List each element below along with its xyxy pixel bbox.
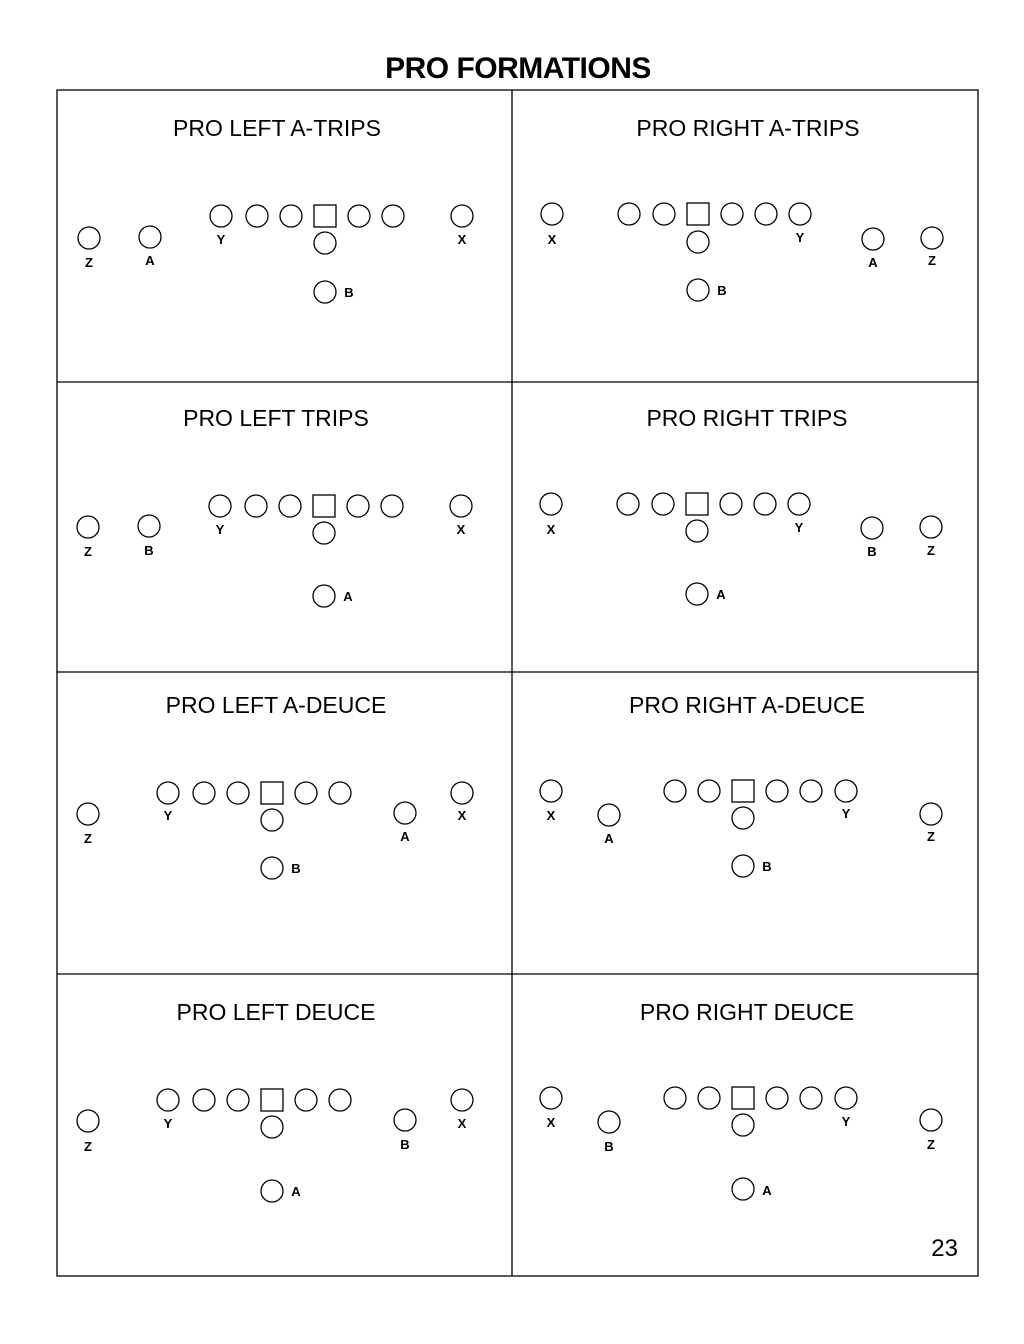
player-label-x: X (546, 522, 556, 537)
formation-panel (78, 115, 473, 303)
player-label-a: A (762, 1183, 772, 1198)
lineman-circle (193, 782, 215, 804)
formation-panel (540, 405, 942, 605)
player-label-x: X (547, 232, 557, 247)
player-label-a: A (291, 1184, 301, 1199)
player-label-z: Z (84, 1139, 92, 1154)
player-label-y: Y (795, 230, 805, 245)
player-x-circle (451, 782, 473, 804)
player-y-circle (788, 493, 810, 515)
player-x-circle (451, 1089, 473, 1111)
lineman-circle (329, 782, 351, 804)
lineman-circle (800, 780, 822, 802)
player-label-b: B (604, 1139, 614, 1154)
player-label-y: Y (163, 1116, 173, 1131)
player-label-b: B (867, 544, 877, 559)
lineman-circle (720, 493, 742, 515)
formation-panel (541, 115, 943, 301)
formation-panel (77, 692, 473, 879)
lineman-circle (382, 205, 404, 227)
center-square (732, 1087, 754, 1109)
player-b-circle (687, 279, 709, 301)
center-square (687, 203, 709, 225)
player-label-y: Y (216, 232, 226, 247)
player-label-b: B (762, 859, 772, 874)
panel-title: PRO LEFT A-TRIPS (173, 115, 381, 141)
player-label-a: A (868, 255, 878, 270)
panel-title: PRO RIGHT DEUCE (639, 999, 855, 1025)
center-square (261, 1089, 283, 1111)
player-x-circle (451, 205, 473, 227)
center-square (261, 782, 283, 804)
player-label-z: Z (927, 829, 935, 844)
player-label-x: X (546, 1115, 556, 1130)
player-label-y: Y (841, 806, 851, 821)
player-label-a: A (716, 587, 726, 602)
player-label-a: A (604, 831, 614, 846)
panel-title: PRO LEFT A-DEUCE (165, 692, 387, 718)
lineman-circle (227, 782, 249, 804)
lineman-circle (653, 203, 675, 225)
lineman-circle (347, 495, 369, 517)
player-b-circle (394, 1109, 416, 1131)
lineman-circle (348, 205, 370, 227)
player-b-circle (732, 855, 754, 877)
lineman-circle (652, 493, 674, 515)
player-z-circle (920, 803, 942, 825)
player-x-circle (540, 780, 562, 802)
quarterback-circle (686, 520, 708, 542)
player-x-circle (540, 493, 562, 515)
lineman-circle (664, 1087, 686, 1109)
player-a-circle (862, 228, 884, 250)
player-z-circle (77, 803, 99, 825)
player-label-b: B (400, 1137, 410, 1152)
player-y-circle (835, 780, 857, 802)
player-label-x: X (457, 232, 467, 247)
lineman-circle (618, 203, 640, 225)
quarterback-circle (732, 807, 754, 829)
lineman-circle (721, 203, 743, 225)
player-b-circle (138, 515, 160, 537)
player-label-z: Z (927, 543, 935, 558)
player-label-y: Y (841, 1114, 851, 1129)
player-y-circle (210, 205, 232, 227)
player-label-z: Z (85, 255, 93, 270)
player-z-circle (78, 227, 100, 249)
quarterback-circle (261, 809, 283, 831)
quarterback-circle (313, 522, 335, 544)
player-z-circle (921, 227, 943, 249)
lineman-circle (381, 495, 403, 517)
formation-panel (77, 405, 472, 607)
player-label-y: Y (794, 520, 804, 535)
player-label-b: B (717, 283, 727, 298)
lineman-circle (617, 493, 639, 515)
lineman-circle (295, 782, 317, 804)
center-square (732, 780, 754, 802)
panel-title: PRO RIGHT A-DEUCE (629, 692, 865, 718)
player-label-b: B (344, 285, 354, 300)
player-label-x: X (457, 808, 467, 823)
lineman-circle (766, 1087, 788, 1109)
center-square (313, 495, 335, 517)
player-label-x: X (457, 1116, 467, 1131)
lineman-circle (698, 780, 720, 802)
player-a-circle (598, 804, 620, 826)
player-label-x: X (546, 808, 556, 823)
player-z-circle (920, 516, 942, 538)
player-a-circle (686, 583, 708, 605)
player-label-z: Z (928, 253, 936, 268)
formation-panel (540, 999, 942, 1200)
lineman-circle (800, 1087, 822, 1109)
player-label-y: Y (215, 522, 225, 537)
center-square (686, 493, 708, 515)
player-label-a: A (400, 829, 410, 844)
player-y-circle (835, 1087, 857, 1109)
panel-title: PRO RIGHT TRIPS (646, 405, 848, 431)
player-a-circle (394, 802, 416, 824)
player-label-a: A (145, 253, 155, 268)
lineman-circle (245, 495, 267, 517)
lineman-circle (698, 1087, 720, 1109)
player-label-z: Z (84, 831, 92, 846)
player-x-circle (541, 203, 563, 225)
quarterback-circle (314, 232, 336, 254)
player-label-b: B (144, 543, 154, 558)
player-x-circle (540, 1087, 562, 1109)
player-label-z: Z (84, 544, 92, 559)
center-square (314, 205, 336, 227)
lineman-circle (246, 205, 268, 227)
player-z-circle (77, 516, 99, 538)
lineman-circle (295, 1089, 317, 1111)
quarterback-circle (261, 1116, 283, 1138)
player-z-circle (920, 1109, 942, 1131)
player-a-circle (732, 1178, 754, 1200)
lineman-circle (279, 495, 301, 517)
quarterback-circle (687, 231, 709, 253)
page-title: PRO FORMATIONS (385, 52, 651, 85)
player-y-circle (157, 1089, 179, 1111)
lineman-circle (755, 203, 777, 225)
player-a-circle (313, 585, 335, 607)
lineman-circle (227, 1089, 249, 1111)
panel-title: PRO LEFT DEUCE (176, 999, 376, 1025)
lineman-circle (766, 780, 788, 802)
player-label-x: X (456, 522, 466, 537)
panel-title: PRO RIGHT A-TRIPS (636, 115, 860, 141)
player-a-circle (261, 1180, 283, 1202)
player-label-b: B (291, 861, 301, 876)
lineman-circle (754, 493, 776, 515)
player-b-circle (861, 517, 883, 539)
player-y-circle (789, 203, 811, 225)
player-label-y: Y (163, 808, 173, 823)
formation-panel (77, 999, 473, 1202)
player-b-circle (314, 281, 336, 303)
player-b-circle (598, 1111, 620, 1133)
quarterback-circle (732, 1114, 754, 1136)
player-label-a: A (343, 589, 353, 604)
player-z-circle (77, 1110, 99, 1132)
page-number: 23 (931, 1235, 958, 1262)
lineman-circle (329, 1089, 351, 1111)
player-x-circle (450, 495, 472, 517)
panel-title: PRO LEFT TRIPS (183, 405, 369, 431)
lineman-circle (664, 780, 686, 802)
lineman-circle (280, 205, 302, 227)
player-a-circle (139, 226, 161, 248)
player-b-circle (261, 857, 283, 879)
player-label-z: Z (927, 1137, 935, 1152)
lineman-circle (193, 1089, 215, 1111)
player-y-circle (157, 782, 179, 804)
player-y-circle (209, 495, 231, 517)
formation-panel (540, 692, 942, 877)
